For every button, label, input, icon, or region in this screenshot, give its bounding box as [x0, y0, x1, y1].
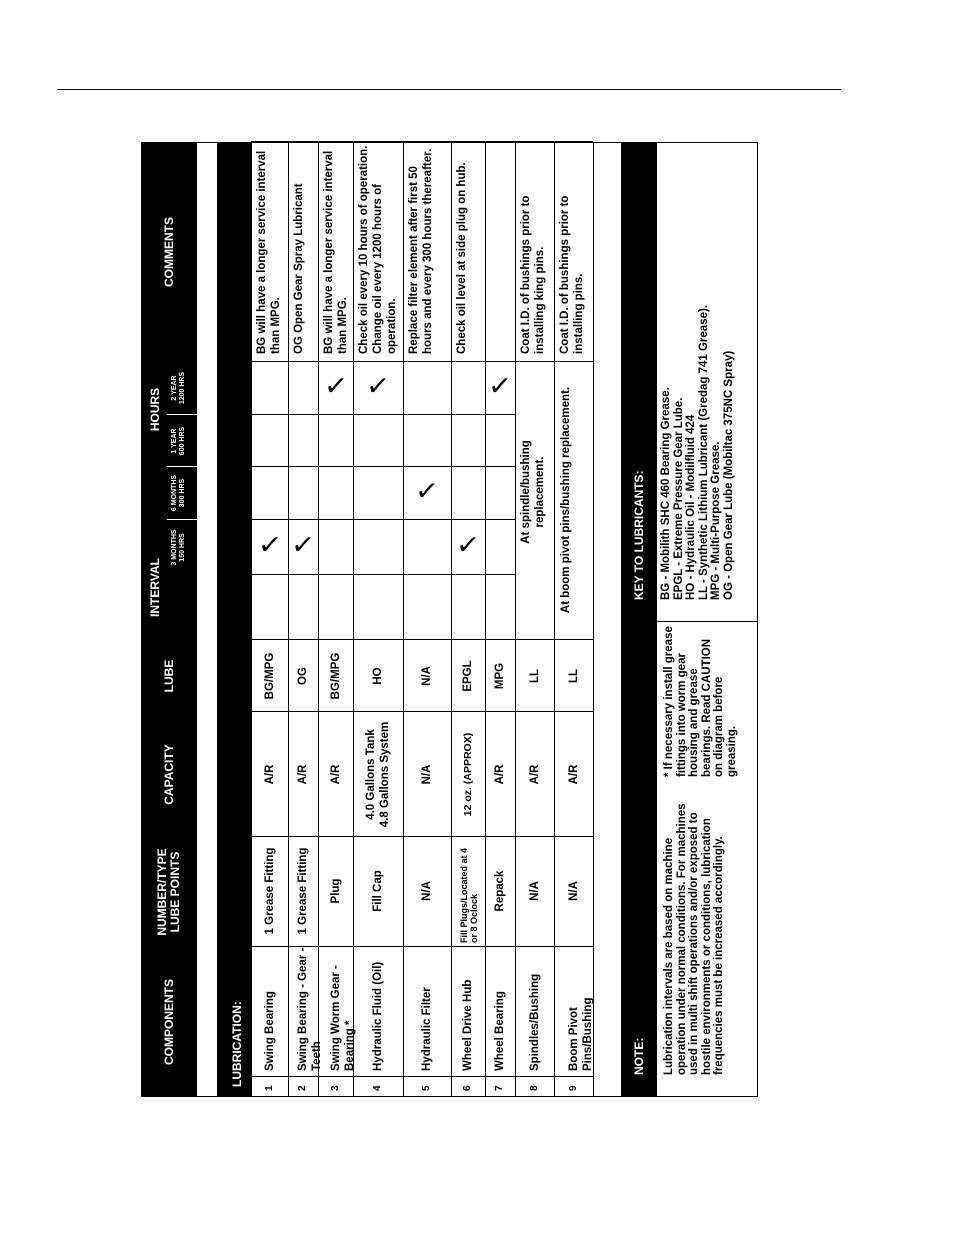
capacity-value: A/R	[329, 764, 342, 785]
checkmark-icon: ✓	[290, 528, 317, 562]
lube-points: N/A	[567, 881, 580, 901]
grid-line	[251, 836, 593, 837]
interval-text-row-8: At spindle/bushing replacement.	[520, 440, 546, 544]
lube-points: Fill Cap	[372, 870, 384, 912]
comment-text: Check oil every 10 hours of operation. Change oil every 1200 hours of operation.	[358, 145, 398, 354]
note-divider	[657, 621, 758, 622]
header-sep	[167, 519, 197, 520]
row-number: 8	[528, 1085, 540, 1091]
capacity-value: A/R	[494, 764, 506, 785]
capacity-value: A/R	[528, 764, 541, 785]
grid-line	[554, 142, 555, 1097]
key-item: HO - Hydraulic Oil - Modilfluid 424	[685, 414, 697, 600]
lube-points: Plug	[329, 878, 342, 904]
header-components: COMPONENTS	[161, 979, 176, 1066]
row-number: 7	[494, 1085, 505, 1091]
interval-6-months: 6 MONTHS 300 HRS	[171, 474, 186, 512]
capacity-value: A/R	[263, 764, 276, 785]
row-number: 5	[421, 1085, 432, 1091]
grid-line	[251, 519, 515, 520]
component-name: Hydraulic Fluid (Oil)	[372, 961, 384, 1071]
grid-line	[251, 142, 252, 1097]
note-text: Lubrication intervals are based on machine operation under normal conditions. For machines used in multi shift operations and/or exposed to hostile environments or conditions, lubrication frequencies must be increased accordingly.	[663, 803, 725, 1075]
lube-type: N/A	[421, 666, 433, 686]
lube-points: 1 Grease Fitting	[263, 847, 276, 935]
grid-line	[251, 574, 515, 575]
comment-text: BG will have a longer service interval than MPG.	[256, 150, 282, 354]
lube-type: MPG	[494, 662, 506, 690]
row-number: 1	[263, 1085, 275, 1091]
row-number: 2	[297, 1085, 308, 1091]
header-interval: INTERVAL	[147, 558, 162, 617]
comment-text: Coat I.D. of bushings prior to installing king pins.	[520, 195, 546, 354]
grid-line	[403, 142, 404, 1097]
key-label: KEY TO LUBRICANTS:	[632, 470, 646, 600]
grid-line	[515, 142, 516, 1097]
header-capacity: CAPACITY	[161, 744, 176, 805]
grid-line	[251, 361, 593, 362]
interval-text-row-9: At boom pivot pins/bushing replacement.	[560, 386, 572, 614]
comment-text: BG will have a longer service interval than MPG.	[323, 150, 349, 354]
checkmark-icon: ✓	[414, 474, 441, 508]
section-bar	[217, 142, 251, 1097]
component-name: Swing Bearing - Gear - Teeth	[297, 947, 323, 1071]
capacity-value: A/R	[567, 764, 580, 785]
header-sep	[167, 466, 197, 467]
row-number: 4	[372, 1085, 383, 1091]
lube-type: EPGL	[462, 660, 474, 692]
lube-points: N/A	[528, 881, 541, 901]
checkmark-icon: ✓	[256, 528, 283, 562]
key-item: OG - Open Gear Lube (Mobiltac 375NC Spray)	[722, 350, 735, 600]
component-name: Hydraulic Filter	[421, 987, 433, 1071]
lube-type: OG	[297, 667, 309, 685]
grid-line	[451, 142, 452, 1097]
lube-points: 1 Grease Fitting	[297, 847, 309, 935]
row-number: 3	[329, 1085, 341, 1091]
capacity-value: 12 oz. (APPROX)	[462, 732, 474, 817]
lube-type: BG/MPG	[263, 652, 276, 700]
lubrication-chart	[141, 142, 758, 1097]
lube-type: LL	[528, 668, 541, 684]
section-label: LUBRICATION:	[230, 1001, 244, 1087]
checkmark-icon: ✓	[487, 369, 514, 403]
grid-line	[251, 1096, 593, 1097]
header-lube: LUBE	[161, 659, 176, 693]
component-name: Swing Worm Gear - Bearing *	[329, 965, 356, 1071]
interval-1-year: 1 YEAR 600 HRS	[171, 426, 186, 456]
grid-line	[251, 1076, 593, 1077]
key-item: LL - Synthetic Lithium Lubricant (Gredag 741 Grease).	[697, 304, 710, 600]
checkmark-icon: ✓	[455, 528, 482, 562]
interval-2-year: 2 YEAR 1200 HRS	[171, 371, 186, 405]
interval-3-months: 3 MONTHS 150 HRS	[171, 529, 186, 566]
note-bar	[621, 622, 657, 1097]
lube-type: HO	[372, 667, 384, 685]
top-rule	[57, 89, 841, 90]
key-item: EPGL - Extreme Pressure Gear Lube.	[672, 397, 685, 600]
comment-text: Check oil level at side plug on hub.	[456, 162, 468, 354]
grid-line	[251, 711, 593, 712]
lube-points: N/A	[421, 881, 433, 901]
lube-points: Fill Plugs/Located at 4 or 8 Oclock	[459, 847, 479, 943]
header-sep	[167, 414, 197, 415]
lube-type: BG/MPG	[329, 652, 342, 700]
key-item: MPG - Multi-Purpose Grease.	[710, 441, 722, 600]
capacity-value: N/A	[421, 764, 433, 785]
checkmark-icon: ✓	[322, 369, 349, 403]
component-name: Wheel Bearing	[494, 991, 506, 1071]
row-number: 6	[462, 1085, 473, 1091]
capacity-value: 4.0 Gallons Tank 4.8 Gallons System	[365, 721, 391, 828]
note-label: NOTE:	[632, 1037, 646, 1075]
component-name: Swing Bearing	[263, 991, 276, 1071]
key-item: BG - Mobilith SHC 460 Bearing Grease.	[660, 387, 672, 600]
component-name: Wheel Drive Hub	[462, 979, 474, 1071]
component-name: Spindles/Bushing	[528, 973, 541, 1071]
comment-text: Coat I.D. of bushings prior to installing pins.	[559, 195, 585, 354]
lube-type: LL	[567, 668, 580, 684]
grid-line	[251, 141, 593, 142]
lube-points: Repack	[494, 870, 506, 912]
grid-line	[251, 466, 515, 467]
header-comments: COMMENTS	[161, 217, 176, 287]
capacity-value: A/R	[297, 764, 309, 785]
grid-line	[251, 639, 593, 640]
comment-text: OG Open Gear Spray Lubricant	[293, 183, 305, 354]
header-lube-points: NUMBER/TYPE LUBE POINTS	[155, 848, 182, 936]
checkmark-icon: ✓	[365, 369, 392, 403]
grid-line	[251, 414, 515, 415]
row-number: 9	[567, 1085, 579, 1091]
comment-text: Replace filter element after first 50 hours and every 300 hours thereafter.	[408, 148, 434, 354]
note-asterisk: * If necessary install grease fittings into worm gear housing and grease bearings. Read CAUTION on diagram before greasing.	[663, 626, 738, 777]
grid-line	[288, 142, 289, 1097]
key-list	[660, 142, 735, 600]
header-hours: HOURS	[147, 387, 162, 432]
component-name: Boom Pivot Pins/Bushing	[567, 997, 594, 1071]
grid-line	[485, 142, 486, 1097]
